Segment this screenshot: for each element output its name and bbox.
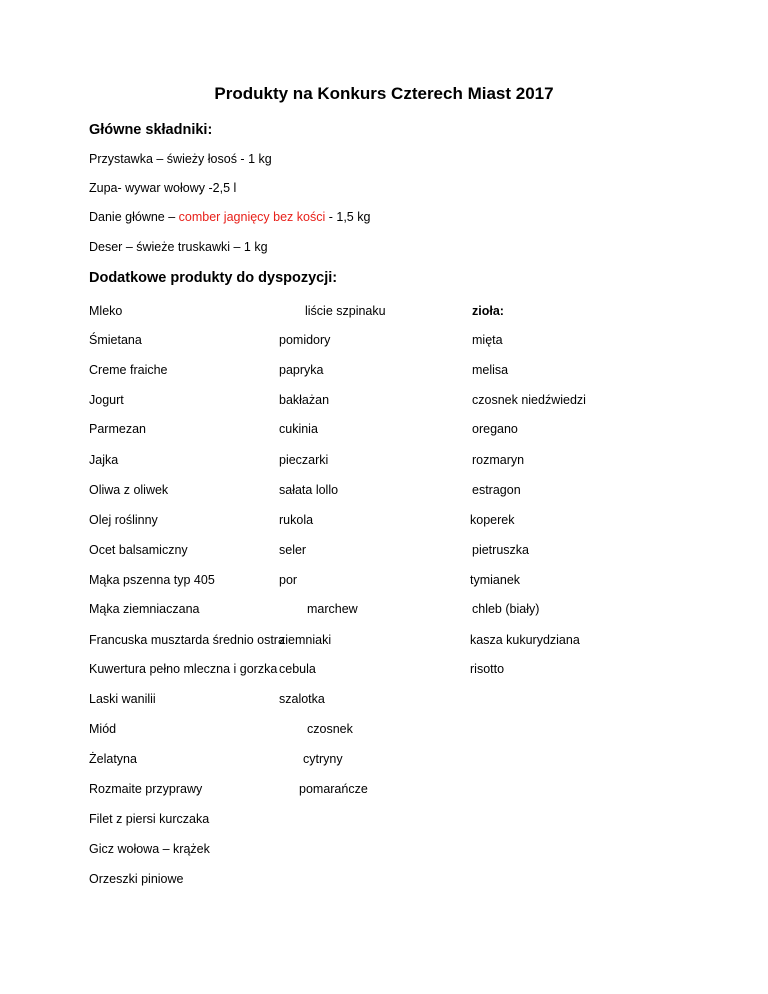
product-col3: chleb (biały) bbox=[472, 602, 540, 616]
product-col3: pietruszka bbox=[472, 543, 529, 557]
product-col1: Ocet balsamiczny bbox=[89, 543, 188, 557]
product-row bbox=[0, 812, 768, 832]
product-row bbox=[0, 422, 768, 442]
product-col3: kasza kukurydziana bbox=[470, 633, 580, 647]
product-row bbox=[0, 393, 768, 413]
product-col2: papryka bbox=[279, 363, 324, 377]
product-row bbox=[0, 513, 768, 533]
product-col2: cytryny bbox=[303, 752, 343, 766]
product-col3: koperek bbox=[470, 513, 515, 527]
product-col1: Francuska musztarda średnio ostra bbox=[89, 633, 285, 647]
main-item-dessert: Deser – świeże truskawki – 1 kg bbox=[89, 240, 268, 254]
main-course-highlight: comber jagnięcy bez kości bbox=[178, 210, 326, 224]
product-col2: sałata lollo bbox=[279, 483, 339, 497]
product-col2: rukola bbox=[279, 513, 314, 527]
product-row bbox=[0, 752, 768, 772]
product-col2: por bbox=[279, 573, 298, 587]
product-col1: Gicz wołowa – krążek bbox=[89, 842, 210, 856]
product-col2: marchew bbox=[307, 602, 358, 616]
product-row bbox=[0, 842, 768, 862]
main-item-soup: Zupa- wywar wołowy -2,5 l bbox=[89, 181, 237, 195]
product-row bbox=[0, 782, 768, 802]
product-row bbox=[0, 304, 768, 324]
product-col3: zioła: bbox=[472, 304, 504, 318]
product-row bbox=[0, 543, 768, 563]
product-col1: Żelatyna bbox=[89, 752, 137, 766]
product-col1: Jogurt bbox=[89, 393, 124, 407]
product-row bbox=[0, 662, 768, 682]
product-col1: Śmietana bbox=[89, 333, 142, 347]
product-col3: melisa bbox=[472, 363, 509, 377]
product-col3: czosnek niedźwiedzi bbox=[472, 393, 586, 407]
product-row bbox=[0, 602, 768, 622]
product-col3: tymianek bbox=[470, 573, 521, 587]
product-col1: Parmezan bbox=[89, 422, 146, 436]
product-col3: rozmaryn bbox=[472, 453, 525, 467]
product-col1: Oliwa z oliwek bbox=[89, 483, 169, 497]
product-col2: pomarańcze bbox=[299, 782, 368, 796]
product-row bbox=[0, 363, 768, 383]
product-row bbox=[0, 573, 768, 593]
product-col2: czosnek bbox=[307, 722, 353, 736]
product-col2: pieczarki bbox=[279, 453, 329, 467]
product-row bbox=[0, 692, 768, 712]
main-course-suffix: - 1,5 kg bbox=[325, 210, 371, 224]
main-course-prefix: Danie główne – bbox=[89, 210, 179, 224]
product-row bbox=[0, 872, 768, 892]
product-col1: Jajka bbox=[89, 453, 119, 467]
product-col2: seler bbox=[279, 543, 307, 557]
product-row bbox=[0, 483, 768, 503]
page-title: Produkty na Konkurs Czterech Miast 2017 bbox=[214, 84, 554, 103]
product-col1: Mleko bbox=[89, 304, 123, 318]
product-col3: oregano bbox=[472, 422, 518, 436]
product-col1: Orzeszki piniowe bbox=[89, 872, 184, 886]
main-ingredients-heading: Główne składniki: bbox=[89, 122, 213, 138]
product-col1: Filet z piersi kurczaka bbox=[89, 812, 210, 826]
product-col2: cebula bbox=[279, 662, 316, 676]
extra-products-heading: Dodatkowe produkty do dyspozycji: bbox=[89, 270, 338, 286]
product-col1: Miód bbox=[89, 722, 117, 736]
product-col1: Creme fraiche bbox=[89, 363, 168, 377]
product-col1: Mąka pszenna typ 405 bbox=[89, 573, 215, 587]
product-col1: Rozmaite przyprawy bbox=[89, 782, 203, 796]
product-col1: Kuwertura pełno mleczna i gorzka bbox=[89, 662, 278, 676]
product-row bbox=[0, 633, 768, 653]
product-row bbox=[0, 722, 768, 742]
product-col2: pomidory bbox=[279, 333, 331, 347]
product-col3: risotto bbox=[470, 662, 505, 676]
product-col3: mięta bbox=[472, 333, 503, 347]
product-col3: estragon bbox=[472, 483, 521, 497]
product-col1: Mąka ziemniaczana bbox=[89, 602, 200, 616]
product-col2: liście szpinaku bbox=[305, 304, 386, 318]
product-col2: bakłażan bbox=[279, 393, 330, 407]
product-col2: szalotka bbox=[279, 692, 325, 706]
product-row bbox=[0, 333, 768, 353]
product-col2: ziemniaki bbox=[279, 633, 332, 647]
main-item-starter: Przystawka – świeży łosoś - 1 kg bbox=[89, 152, 272, 166]
product-col1: Olej roślinny bbox=[89, 513, 158, 527]
main-item-main-course bbox=[89, 210, 370, 224]
product-col1: Laski wanilii bbox=[89, 692, 156, 706]
product-row bbox=[0, 453, 768, 473]
product-col2: cukinia bbox=[279, 422, 318, 436]
